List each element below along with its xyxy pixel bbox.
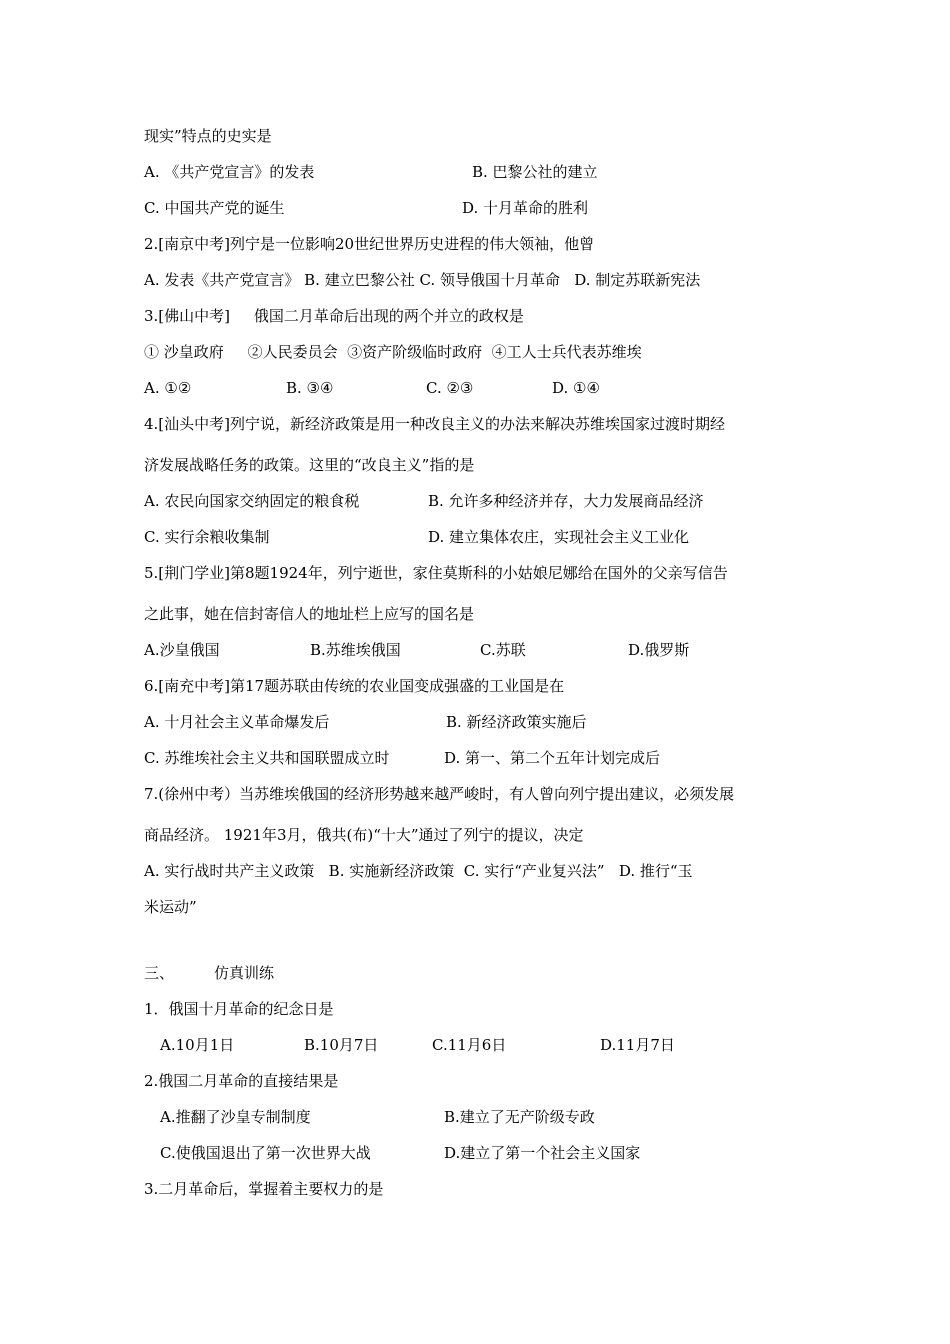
question-stem: 1．俄国十月革命的纪念日是 xyxy=(144,1000,334,1018)
question-stem: 4.[汕头中考]列宁说，新经济政策是用一种改良主义的办法来解决苏维埃国家过渡时期经 xyxy=(144,415,726,433)
question-stem: 7.(徐州中考）当苏维埃俄国的经济形势越来越严峻时，有人曾向列宁提出建议，必须发展 xyxy=(144,785,735,803)
option-a: A.沙皇俄国 xyxy=(144,641,220,659)
option-a: A.推翻了沙皇专制制度 xyxy=(160,1108,311,1126)
option-d: D. 十月革命的胜利 xyxy=(462,199,589,217)
option-b: B. ③④ xyxy=(286,379,334,397)
question-stem: 3.二月革命后，掌握着主要权力的是 xyxy=(144,1180,384,1198)
option-c: C.苏联 xyxy=(480,641,526,659)
option-b: B. 巴黎公社的建立 xyxy=(472,163,598,181)
option-d: D. 建立集体农庄，实现社会主义工业化 xyxy=(428,528,690,546)
option-c: C.11月6日 xyxy=(432,1036,507,1054)
option-c: C. 实行余粮收集制 xyxy=(144,528,270,546)
option-b: B.苏维埃俄国 xyxy=(310,641,401,659)
question-options-continued: 米运动” xyxy=(144,898,197,916)
option-a: A. 十月社会主义革命爆发后 xyxy=(144,713,330,731)
question-stem: 6.[南充中考]第17题苏联由传统的农业国变成强盛的工业国是在 xyxy=(144,677,565,695)
option-d: D. ①④ xyxy=(552,379,600,397)
question-stem: 2.俄国二月革命的直接结果是 xyxy=(144,1072,339,1090)
option-a: A.10月1日 xyxy=(160,1036,235,1054)
option-b: B. 允许多种经济并存，大力发展商品经济 xyxy=(428,492,704,510)
question-stem: 5.[荆门学业]第8题1924年，列宁逝世，家住莫斯科的小姑娘尼娜给在国外的父亲写信告 xyxy=(144,564,728,582)
option-b: B.10月7日 xyxy=(304,1036,379,1054)
question-stem: 2.[南京中考]列宁是一位影响20世纪世界历史进程的伟大领袖，他曾 xyxy=(144,235,595,253)
question-stem: 现实”特点的史实是 xyxy=(144,127,272,145)
question-stem: 3.[佛山中考] 俄国二月革命后出现的两个并立的政权是 xyxy=(144,307,524,325)
question-stem-continued: 济发展战略任务的政策。这里的“改良主义”指的是 xyxy=(144,456,475,474)
option-c: C. 苏维埃社会主义共和国联盟成立时 xyxy=(144,749,390,767)
question-options: A. 发表《共产党宣言》 B. 建立巴黎公社 C. 领导俄国十月革命 D. 制定苏联新宪法 xyxy=(144,271,701,289)
option-b: B.建立了无产阶级专政 xyxy=(444,1108,595,1126)
question-stem-continued: 商品经济。 1921年3月，俄共(布)“十大”通过了列宁的提议，决定 xyxy=(144,826,584,844)
question-options: A. 实行战时共产主义政策 B. 实施新经济政策 C. 实行“产业复兴法” D. 推行“玉 xyxy=(144,862,693,880)
option-a: A. 《共产党宣言》的发表 xyxy=(144,163,315,181)
section-number: 三、 xyxy=(144,964,175,982)
question-stem-continued: 之此事，她在信封寄信人的地址栏上应写的国名是 xyxy=(144,605,475,623)
section-title: 仿真训练 xyxy=(214,964,275,982)
option-d: D.俄罗斯 xyxy=(628,641,690,659)
option-a: A. 农民向国家交纳固定的粮食税 xyxy=(144,492,360,510)
option-b: B. 新经济政策实施后 xyxy=(446,713,587,731)
option-d: D. 第一、第二个五年计划完成后 xyxy=(444,749,661,767)
question-items: ① 沙皇政府 ②人民委员会 ③资产阶级临时政府 ④工人士兵代表苏维埃 xyxy=(144,343,642,361)
option-c: C.使俄国退出了第一次世界大战 xyxy=(160,1144,371,1162)
option-c: C. ②③ xyxy=(426,379,474,397)
option-c: C. 中国共产党的诞生 xyxy=(144,199,285,217)
option-d: D.建立了第一个社会主义国家 xyxy=(444,1144,641,1162)
option-a: A. ①② xyxy=(144,379,192,397)
option-d: D.11月7日 xyxy=(600,1036,675,1054)
